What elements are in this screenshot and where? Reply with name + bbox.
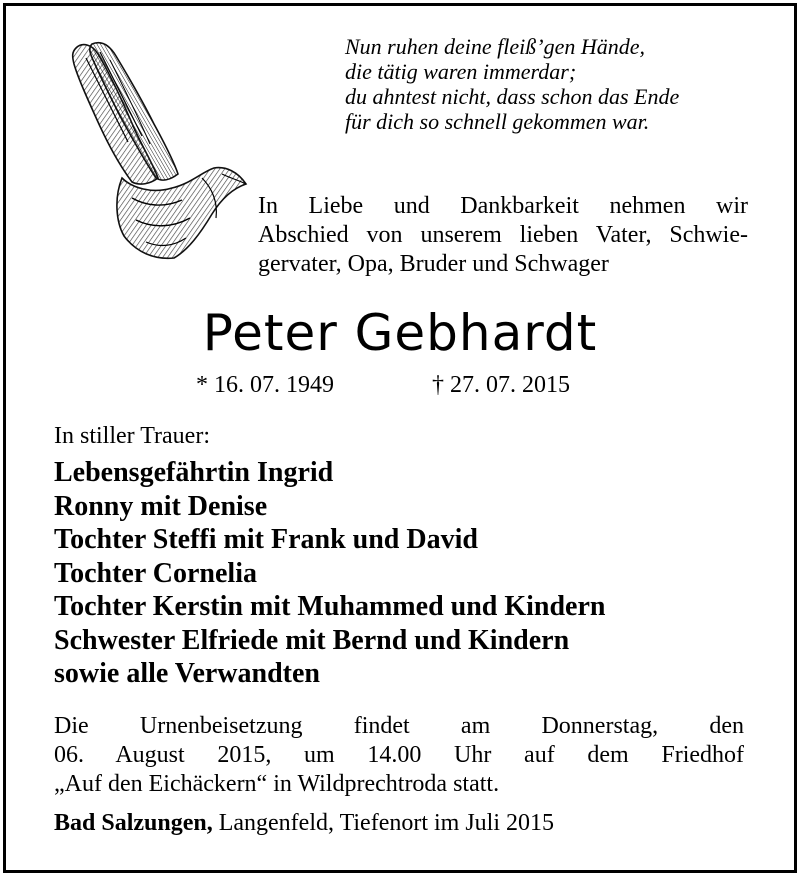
family-member: Ronny mit Denise: [54, 490, 268, 522]
intro-line: In Liebe und Dankbarkeit nehmen wir: [258, 193, 748, 219]
family-member: sowie alle Verwandten: [54, 658, 320, 689]
poem-line: für dich so schnell gekommen war.: [345, 109, 650, 134]
place-main: Bad Salzungen,: [54, 810, 213, 836]
mourning-label: In stiller Trauer:: [54, 423, 210, 449]
death-date: † 27. 07. 2015: [432, 372, 570, 398]
burial-line: 06. August 2015, um 14.00 Uhr auf dem Friedhof: [54, 742, 744, 768]
life-dates: [196, 372, 570, 399]
intro-line: Abschied von unserem lieben Vater, Schwie-: [258, 222, 748, 248]
poem: [345, 34, 679, 134]
burial-info: [54, 712, 744, 799]
family-member: Schwester Elfriede mit Bernd und Kindern: [54, 624, 570, 656]
intro-text: [258, 192, 748, 279]
family-list: [54, 456, 605, 691]
intro-line: gervater, Opa, Bruder und Schwager: [258, 251, 609, 277]
family-member: Lebensgefährtin Ingrid: [54, 457, 334, 488]
birth-date: * 16. 07. 1949: [196, 372, 334, 398]
deceased-name: Peter Gebhardt: [202, 304, 598, 362]
family-member: Tochter Kerstin mit Muhammed und Kindern: [54, 591, 606, 622]
place-and-date: [54, 810, 554, 837]
poem-line: die tätig waren immerdar;: [345, 59, 577, 84]
praying-hands-icon: [62, 38, 250, 264]
family-member: Tochter Cornelia: [54, 557, 257, 589]
burial-line: Die Urnenbeisetzung findet am Donnerstag, den: [54, 713, 744, 739]
place-rest: Langenfeld, Tiefenort im Juli 2015: [212, 810, 555, 836]
poem-line: Nun ruhen deine fleiß’gen Hände,: [345, 34, 645, 59]
burial-line: „Auf den Eichäckern“ in Wildprechtroda statt.: [54, 771, 500, 797]
poem-line: du ahntest nicht, dass schon das Ende: [345, 84, 680, 109]
family-member: Tochter Steffi mit Frank und David: [54, 524, 478, 555]
